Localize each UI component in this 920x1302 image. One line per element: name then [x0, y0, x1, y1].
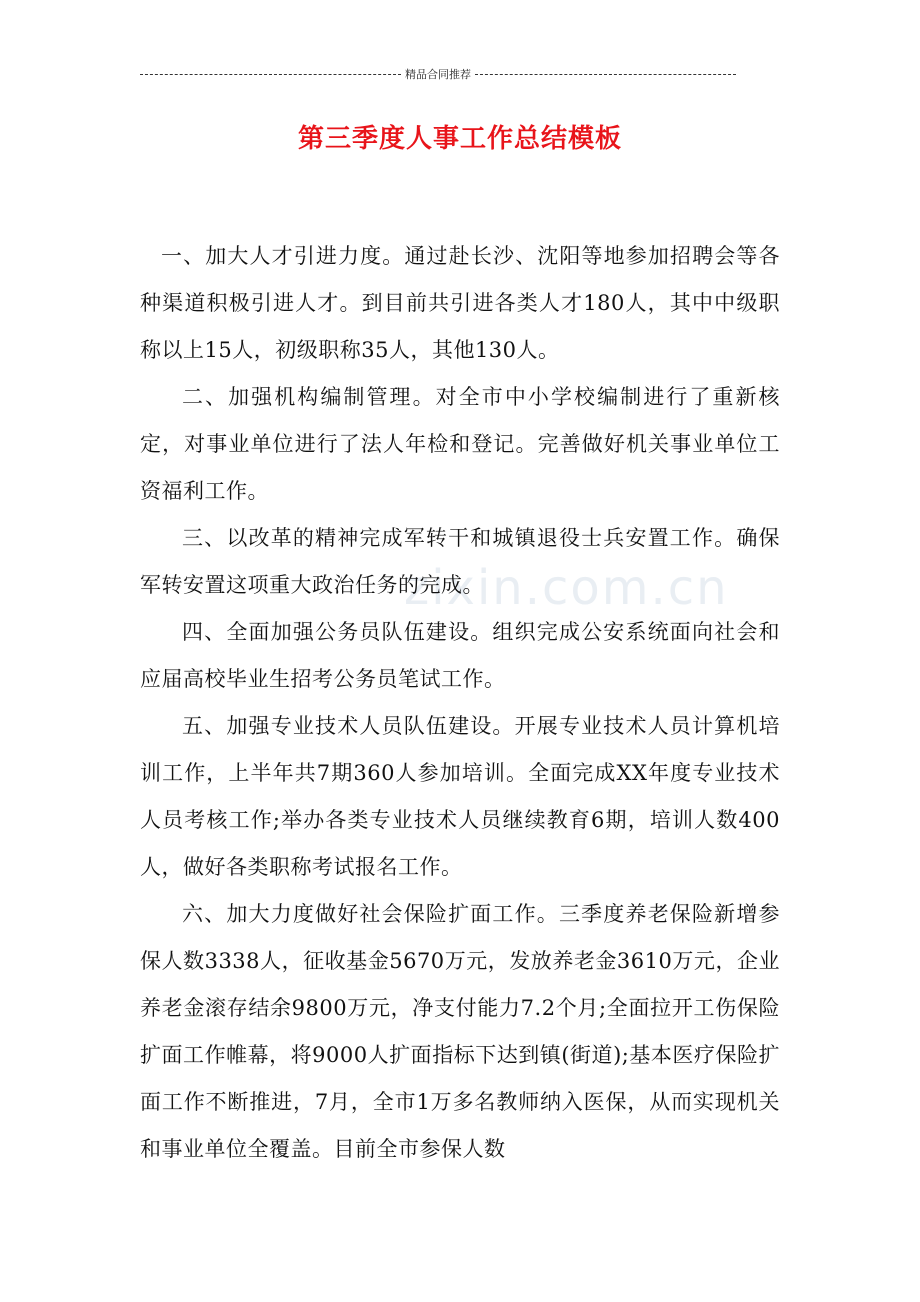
paragraph-4: 四、全面加强公务员队伍建设。组织完成公安系统面向社会和应届高校毕业生招考公务员笔试工作。: [140, 620, 780, 691]
document-body: [140, 233, 780, 1173]
paragraph-5: 五、加强专业技术人员队伍建设。开展专业技术人员计算机培训工作，上半年共7期360人参加培训。全面完成XX年度专业技术人员考核工作;举办各类专业技术人员继续教育6期，培训人数400人，做好各类职称考试报名工作。: [140, 714, 780, 879]
paragraph-3: 三、以改革的精神完成军转干和城镇退役士兵安置工作。确保军转安置这项重大政治任务的完成。: [140, 526, 780, 597]
header-label: 精品合同推荐: [405, 68, 471, 81]
paragraph-1: 一、加大人才引进力度。通过赴长沙、沈阳等地参加招聘会等各种渠道积极引进人才。到目前共引进各类人才180人，其中中级职称以上15人，初级职称35人，其他130人。: [140, 244, 780, 362]
paragraph-2: 二、加强机构编制管理。对全市中小学校编制进行了重新核定，对事业单位进行了法人年检和登记。完善做好机关事业单位工资福利工作。: [140, 385, 780, 503]
watermark: zixin.com.cn: [404, 560, 729, 616]
header-dash-right: [475, 74, 736, 75]
header-dash-left: [140, 74, 401, 75]
document-title: 第三季度人事工作总结模板: [297, 124, 622, 154]
paragraph-6: 六、加大力度做好社会保险扩面工作。三季度养老保险新增参保人数3338人，征收基金5670万元，发放养老金3610万元，企业养老金滚存结余9800万元，净支付能力7.2个月;全面拉开工伤保险扩面工作帷幕，将9000人扩面指标下达到镇(街道);基本医疗保险扩面工作不断推进，7月，全市1万多名教师纳入医保，从而实现机关和事业单位全覆盖。目前全市参保人数: [140, 902, 780, 1161]
header-rule: [140, 66, 736, 82]
